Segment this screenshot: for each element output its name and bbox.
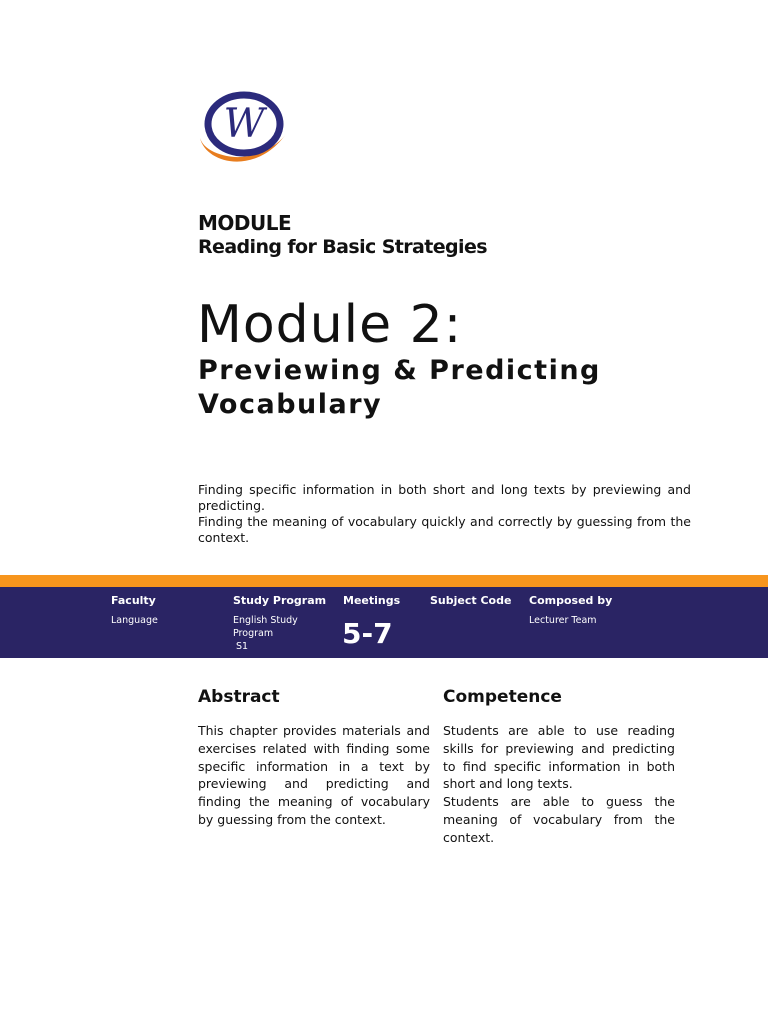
study-program-line: Program (233, 628, 274, 639)
study-program-line: English Study (233, 615, 298, 626)
module-number-heading: Module 2: (197, 295, 463, 355)
competence-item: Students are able to guess the meaning of vocabulary from the context. (443, 794, 675, 845)
course-info-bar (0, 587, 768, 658)
faculty-value: Language (111, 615, 158, 626)
objective-item: Finding the meaning of vocabulary quickly and correctly by guessing from the context. (198, 514, 691, 545)
competence-item: Students are able to use reading skills for previewing and predicting to find specific information in both short and long texts. (443, 723, 675, 792)
study-program-line: S1 (236, 641, 249, 652)
svg-text:W: W (223, 101, 265, 147)
faculty-label: Faculty (111, 594, 156, 607)
abstract-heading: Abstract (198, 687, 280, 707)
module-topic-line-1: Previewing & Predicting (198, 355, 601, 386)
subject-code-label: Subject Code (430, 594, 512, 607)
composed-by-label: Composed by (529, 594, 613, 607)
learning-objectives (198, 482, 691, 546)
course-title: Reading for Basic Strategies (198, 236, 487, 258)
competence-heading: Competence (443, 687, 562, 707)
module-label: MODULE (198, 211, 292, 235)
competence-text (443, 722, 675, 847)
study-program-label: Study Program (233, 594, 327, 607)
module-topic-line-2: Vocabulary (198, 389, 383, 420)
abstract-text (198, 722, 430, 829)
abstract-paragraph: This chapter provides materials and exercises related with finding some specific information in a text by previewing and predicting and finding the meaning of vocabulary by guessing from the context. (198, 723, 430, 827)
study-program-value (233, 614, 298, 653)
meetings-label: Meetings (343, 594, 401, 607)
orange-divider-strip (0, 575, 768, 587)
module-topic-heading (198, 354, 678, 422)
composed-by-value: Lecturer Team (529, 615, 597, 626)
meetings-value: 5-7 (342, 617, 393, 650)
university-logo-icon (196, 86, 292, 174)
objective-item: Finding specific information in both short and long texts by previewing and predicting. (198, 482, 691, 513)
